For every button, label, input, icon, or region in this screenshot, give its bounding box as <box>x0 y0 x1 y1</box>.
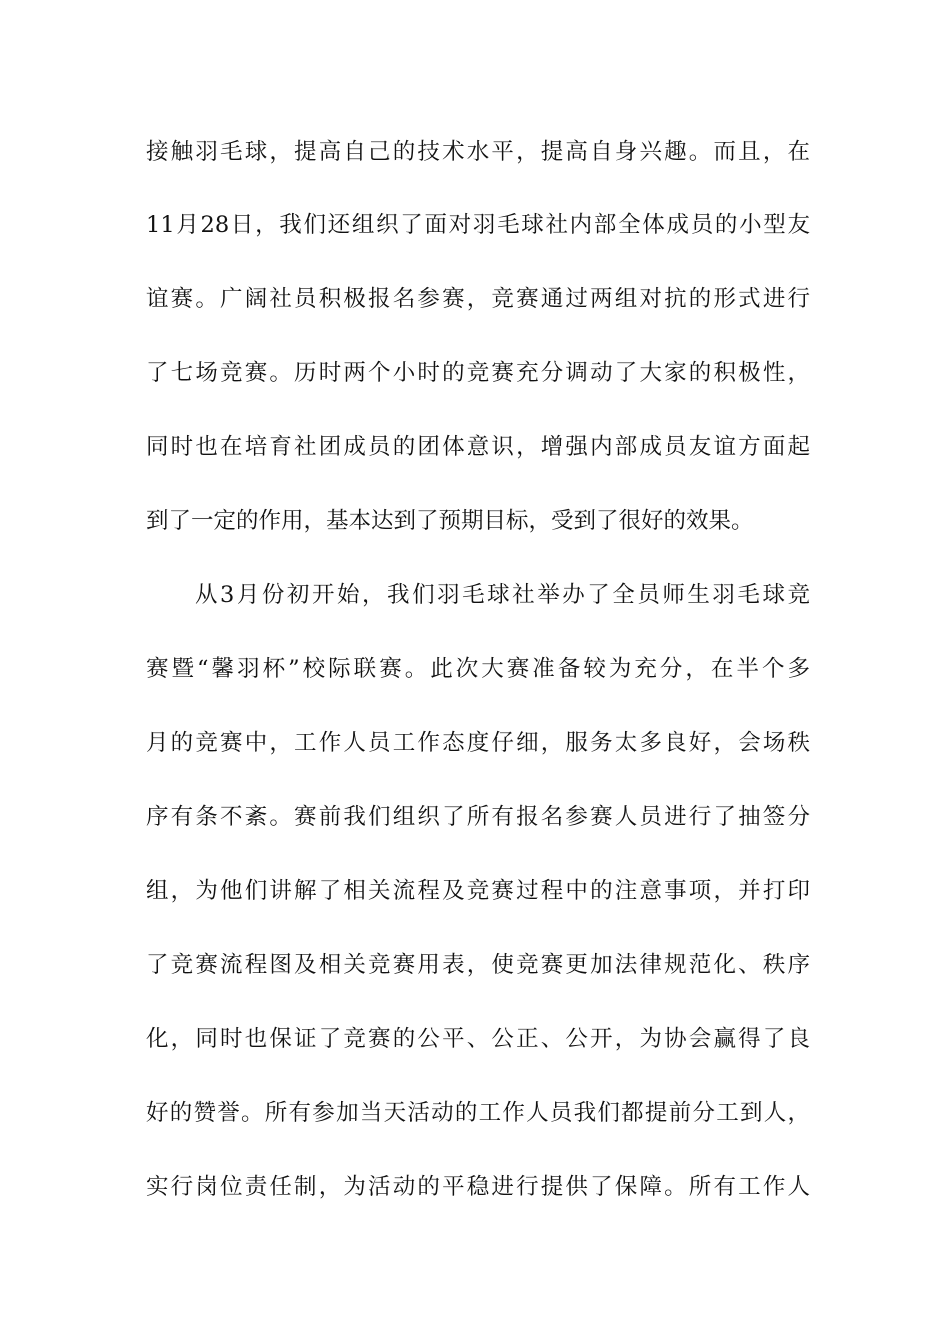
paragraph-line: 赛暨“馨羽杯”校际联赛。此次大赛准备较为充分，在半个多 <box>146 656 810 682</box>
paragraph-line: 化，同时也保证了竞赛的公平、公正、公开，为协会赢得了良 <box>146 1026 810 1052</box>
paragraph-line: 谊赛。广阔社员积极报名参赛，竞赛通过两组对抗的形式进行 <box>146 286 810 312</box>
paragraph-line: 组，为他们讲解了相关流程及竞赛过程中的注意事项，并打印 <box>146 878 810 904</box>
paragraph-line: 11月28日，我们还组织了面对羽毛球社内部全体成员的小型友 <box>146 212 810 238</box>
paragraph-line: 接触羽毛球，提高自己的技术水平，提高自身兴趣。而且，在 <box>146 139 810 165</box>
paragraph-line: 到了一定的作用，基本达到了预期目标，受到了很好的效果。 <box>146 508 754 534</box>
paragraph-line: 同时也在培育社团成员的团体意识，增强内部成员友谊方面起 <box>146 434 810 460</box>
paragraph-line: 好的赞誉。所有参加当天活动的工作人员我们都提前分工到人， <box>146 1100 810 1126</box>
paragraph-line: 了竞赛流程图及相关竞赛用表，使竞赛更加法律规范化、秩序 <box>146 952 810 978</box>
paragraph-line: 从3月份初开始，我们羽毛球社举办了全员师生羽毛球竞 <box>195 582 810 608</box>
paragraph-line: 实行岗位责任制，为活动的平稳进行提供了保障。所有工作人 <box>146 1174 810 1200</box>
paragraph-line: 序有条不紊。赛前我们组织了所有报名参赛人员进行了抽签分 <box>146 804 810 830</box>
paragraph-line: 了七场竞赛。历时两个小时的竞赛充分调动了大家的积极性， <box>146 360 810 386</box>
paragraph-line: 月的竞赛中，工作人员工作态度仔细，服务太多良好，会场秩 <box>146 730 810 756</box>
